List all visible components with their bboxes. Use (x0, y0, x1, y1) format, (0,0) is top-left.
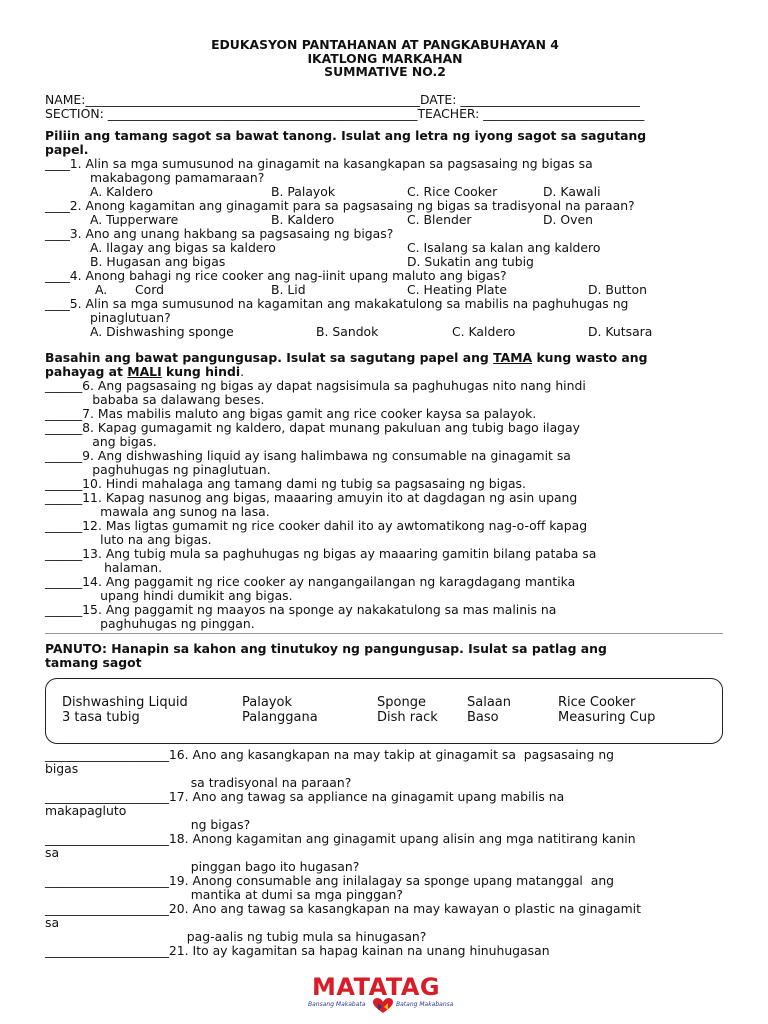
part1-instruction-cont: papel. (45, 141, 89, 157)
option-b: B. Lid (271, 281, 306, 297)
part2-instruction-cont: pahayag at MALI kung hindi. (45, 363, 245, 379)
word-bank-item: Baso (467, 709, 499, 725)
option-b: B. Palayok (271, 183, 336, 199)
word-bank-item: Sponge (377, 694, 426, 710)
word-bank-item: Palayok (242, 694, 292, 710)
word-bank-box (45, 678, 723, 744)
heart-hands-icon (372, 998, 394, 1014)
worksheet-quarter: IKATLONG MARKAHAN (307, 50, 463, 66)
option-c: C. Isalang sa kalan ang kaldero (407, 239, 601, 255)
item-14: ______14. Ang paggamit ng rice cooker ay nangangailangan ng karagdagang mantika (45, 573, 576, 589)
worksheet-title: EDUKASYON PANTAHANAN AT PANGKABUHAYAN 4 (211, 37, 559, 52)
item-9-cont: paghuhugas ng pinaglutuan. (45, 461, 271, 477)
option-c: C. Heating Plate (407, 281, 508, 297)
question-2-options (45, 213, 725, 227)
section-divider (45, 633, 723, 634)
worksheet (45, 38, 725, 958)
option-b: B. Kaldero (271, 211, 335, 227)
item-16-wrap: bigas (45, 760, 79, 776)
part2-instruction: Basahin ang bawat pangungusap. Isulat sa sagutang papel ang TAMA kung wasto ang (45, 349, 648, 365)
item-20: ____________________20. Ano ang tawag sa kasangkapan na may kawayan o plastic na ginagamit (45, 900, 641, 916)
matatag-logo (308, 973, 460, 1017)
question-4: ____4. Anong bahagi ng rice cooker ang nag-iinit upang maluto ang bigas? (45, 267, 507, 283)
option-a-text: Cord (135, 281, 164, 297)
section-teacher-line[interactable]: SECTION: __________________________________________________TEACHER: __________________________ (45, 105, 645, 121)
item-6: ______6. Ang pagsasaing ng bigas ay dapat nagsisimula sa paghuhugas nito nang hindi (45, 377, 586, 393)
item-8-cont: ang bigas. (45, 433, 157, 449)
option-d: D. Sukatin ang tubig (407, 253, 534, 269)
item-12: ______12. Mas ligtas gumamit ng rice cooker dahil ito ay awtomatikong nag-o-off kapag (45, 517, 588, 533)
item-19: ____________________19. Anong consumable ang inilalagay sa sponge upang matanggal ang (45, 872, 615, 888)
question-3-options-row2 (45, 255, 725, 269)
item-11: ______11. Kapag nasunog ang bigas, maaaring amuyin ito at dagdagan ng asin upang (45, 489, 578, 505)
item-20-wrap: sa (45, 914, 60, 930)
option-a: A. (95, 281, 108, 297)
word-bank-item: Measuring Cup (558, 709, 656, 725)
item-17-cont: ng bigas? (45, 816, 251, 832)
question-1: ____1. Alin sa mga sumusunod na ginagamit na kasangkapan sa pagsasaing ng bigas sa (45, 155, 593, 171)
part1-instruction: Piliin ang tamang sagot sa bawat tanong. Isulat ang letra ng iyong sagot sa sagutang (45, 127, 647, 143)
logo-tagline-left: Bansang Makabata (308, 1001, 366, 1008)
item-9: ______9. Ang dishwashing liquid ay isang halimbawa ng consumable na ginagamit sa (45, 447, 571, 463)
item-13-cont: halaman. (45, 559, 163, 575)
name-date-line[interactable]: NAME:______________________________________________________DATE: _____________________________ (45, 91, 640, 107)
question-3-options-row1 (45, 241, 725, 255)
option-b: B. Hugasan ang bigas (90, 253, 226, 269)
item-16-cont: sa tradisyonal na paraan? (45, 774, 352, 790)
item-10: ______10. Hindi mahalaga ang tamang dami ng tubig sa pagsasaing ng bigas. (45, 475, 526, 491)
word-bank-item: Palanggana (242, 709, 318, 725)
option-c: C. Rice Cooker (407, 183, 498, 199)
word-bank-item: Salaan (467, 694, 512, 710)
logo-tagline-right: Batang Makabansa (396, 1001, 454, 1008)
part3-instruction: PANUTO: Hanapin sa kahon ang tinutukoy ng pangungusap. Isulat sa patlag ang (45, 640, 607, 656)
logo-wordmark: MATATAG (312, 973, 441, 1001)
option-c: C. Kaldero (452, 323, 516, 339)
item-15: ______15. Ang paggamit ng maayos na sponge ay nakakatulong sa mas malinis na (45, 601, 557, 617)
item-18-wrap: sa (45, 844, 60, 860)
item-6-cont: bababa sa dalawang beses. (45, 391, 265, 407)
question-3: ____3. Ano ang unang hakbang sa pagsasaing ng bigas? (45, 225, 394, 241)
question-2: ____2. Anong kagamitan ang ginagamit para sa pagsasaing ng bigas sa tradisyonal na paraan? (45, 197, 635, 213)
option-a: A. Kaldero (90, 183, 153, 199)
question-5-options (45, 325, 725, 339)
word-bank-item: Rice Cooker (558, 694, 636, 710)
item-17-wrap: makapagluto (45, 802, 127, 818)
question-1-options (45, 185, 725, 199)
question-4-options (45, 283, 725, 297)
item-18: ____________________18. Anong kagamitan ang ginagamit upang alisin ang mga natitirang kanin (45, 830, 636, 846)
question-1-cont: makabagong pamamaraan? (90, 169, 265, 185)
item-21: ____________________21. Ito ay kagamitan sa hapag kainan na unang hinuhugasan (45, 942, 550, 958)
option-a: A. Ilagay ang bigas sa kaldero (90, 239, 276, 255)
option-d: D. Oven (543, 211, 593, 227)
question-5: ____5. Alin sa mga sumusunod na kagamitan ang makakatulong sa mabilis na paghuhugas ng (45, 295, 629, 311)
option-d: D. Button (588, 281, 647, 297)
item-8: ______8. Kapag gumagamit ng kaldero, dapat munang pakuluan ang tubig bago ilagay (45, 419, 580, 435)
item-12-cont: luto na ang bigas. (45, 531, 212, 547)
question-5-cont: pinaglutuan? (90, 309, 171, 325)
option-a: A. Tupperware (90, 211, 179, 227)
item-17: ____________________17. Ano ang tawag sa appliance na ginagamit upang mabilis na (45, 788, 565, 804)
item-19-cont: mantika at dumi sa mga pinggan? (45, 886, 403, 902)
option-b: B. Sandok (316, 323, 379, 339)
item-11-cont: mawala ang sunog na lasa. (45, 503, 270, 519)
word-bank-item: Dishwashing Liquid (62, 694, 188, 710)
item-16: ____________________16. Ano ang kasangkapan na may takip at ginagamit sa pagsasaing ng (45, 746, 615, 762)
item-14-cont: upang hindi dumikit ang bigas. (45, 587, 293, 603)
word-bank-item: 3 tasa tubig (62, 709, 140, 725)
worksheet-summative: SUMMATIVE NO.2 (324, 64, 446, 80)
part3-instruction-cont: tamang sagot (45, 654, 142, 670)
option-d: D. Kawali (543, 183, 601, 199)
item-20-cont: pag-aalis ng tubig mula sa hinugasan? (45, 928, 427, 944)
option-c: C. Blender (407, 211, 472, 227)
option-d: D. Kutsara (588, 323, 653, 339)
item-13: ______13. Ang tubig mula sa paghuhugas ng bigas ay maaaring gamitin bilang pataba sa (45, 545, 597, 561)
item-18-cont: pinggan bago ito hugasan? (45, 858, 360, 874)
option-a: A. Dishwashing sponge (90, 323, 234, 339)
item-7: ______7. Mas mabilis maluto ang bigas gamit ang rice cooker kaysa sa palayok. (45, 405, 537, 421)
item-15-cont: paghuhugas ng pinggan. (45, 615, 255, 631)
word-bank-item: Dish rack (377, 709, 438, 725)
